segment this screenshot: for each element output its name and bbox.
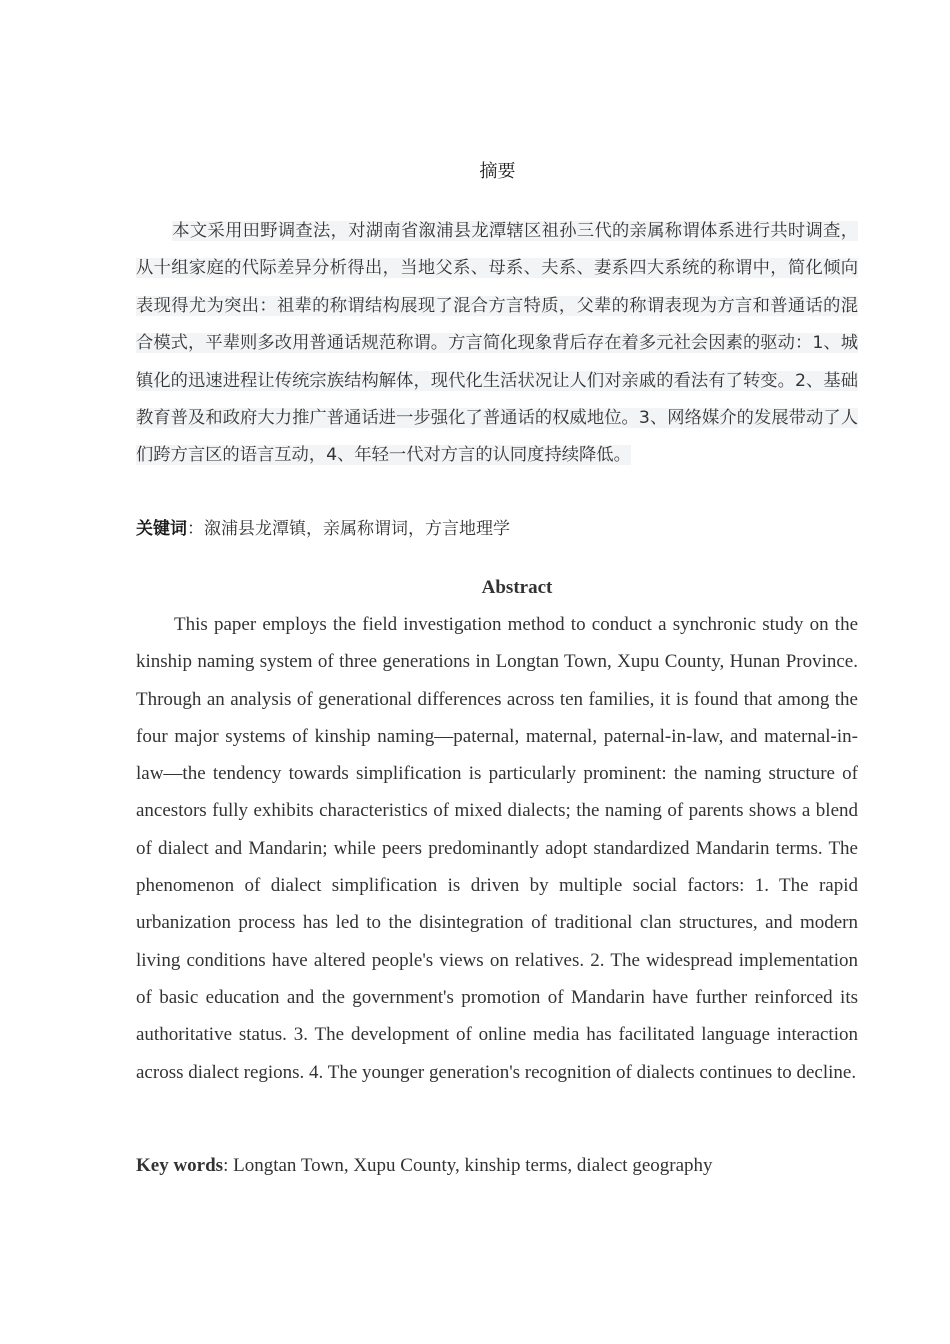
english-keywords-label: Key words bbox=[136, 1155, 224, 1176]
chinese-keywords-label: 关键词 bbox=[136, 519, 187, 539]
english-abstract-body bbox=[136, 606, 858, 1091]
english-keywords-text: Longtan Town, Xupu County, kinship terms, dialect geography bbox=[233, 1155, 713, 1176]
english-keywords bbox=[136, 1152, 858, 1180]
chinese-keywords-text: 溆浦县龙潭镇，亲属称谓词，方言地理学 bbox=[204, 519, 510, 539]
english-abstract-text: This paper employs the field investigation method to conduct a synchronic study on the kinship naming system of three generations in Longtan Town, Xupu County, Hunan Province. Through an analysis of generational differences across ten families, it is found that among the four major systems of kinship naming—paternal, maternal, paternal-in-law, and maternal-in-law—the tendency towards simplification is particularly prominent: the naming structure of ancestors fully exhibits characteristics of mixed dialects; the naming of parents shows a blend of dialect and Mandarin; while peers predominantly adopt standardized Mandarin terms. The phenomenon of dialect simplification is driven by multiple social factors: 1. The rapid urbanization process has led to the disintegration of traditional clan structures, and modern living conditions have altered people's views on relatives. 2. The widespread implementation of basic education and the government's promotion of Mandarin have further reinforced its authoritative status. 3. The development of online media has facilitated language interaction across dialect regions. 4. The younger generation's recognition of dialects continues to decline. bbox=[136, 614, 858, 1083]
chinese-keywords-separator: ： bbox=[187, 519, 204, 539]
chinese-abstract-body bbox=[136, 213, 858, 475]
chinese-abstract-text: 本文采用田野调查法，对湖南省溆浦县龙潭辖区祖孙三代的亲属称谓体系进行共时调查，从十组家庭的代际差异分析得出，当地父系、母系、夫系、妻系四大系统的称谓中，简化倾向表现得尤为突出：祖辈的称谓结构展现了混合方言特质，父辈的称谓表现为方言和普通话的混合模式，平辈则多改用普通话规范称谓。方言简化现象背后存在着多元社会因素的驱动：1、城镇化的迅速进程让传统宗族结构解体，现代化生活状况让人们对亲戚的看法有了转变。2、基础教育普及和政府大力推广普通话进一步强化了普通话的权威地位。3、网络媒介的发展带动了人们跨方言区的语言互动，4、年轻一代对方言的认同度持续降低。 bbox=[136, 221, 858, 466]
chinese-keywords bbox=[136, 512, 858, 546]
english-keywords-separator: : bbox=[223, 1155, 234, 1176]
english-abstract-title: Abstract bbox=[481, 577, 553, 598]
chinese-abstract-title: 摘要 bbox=[479, 161, 516, 182]
